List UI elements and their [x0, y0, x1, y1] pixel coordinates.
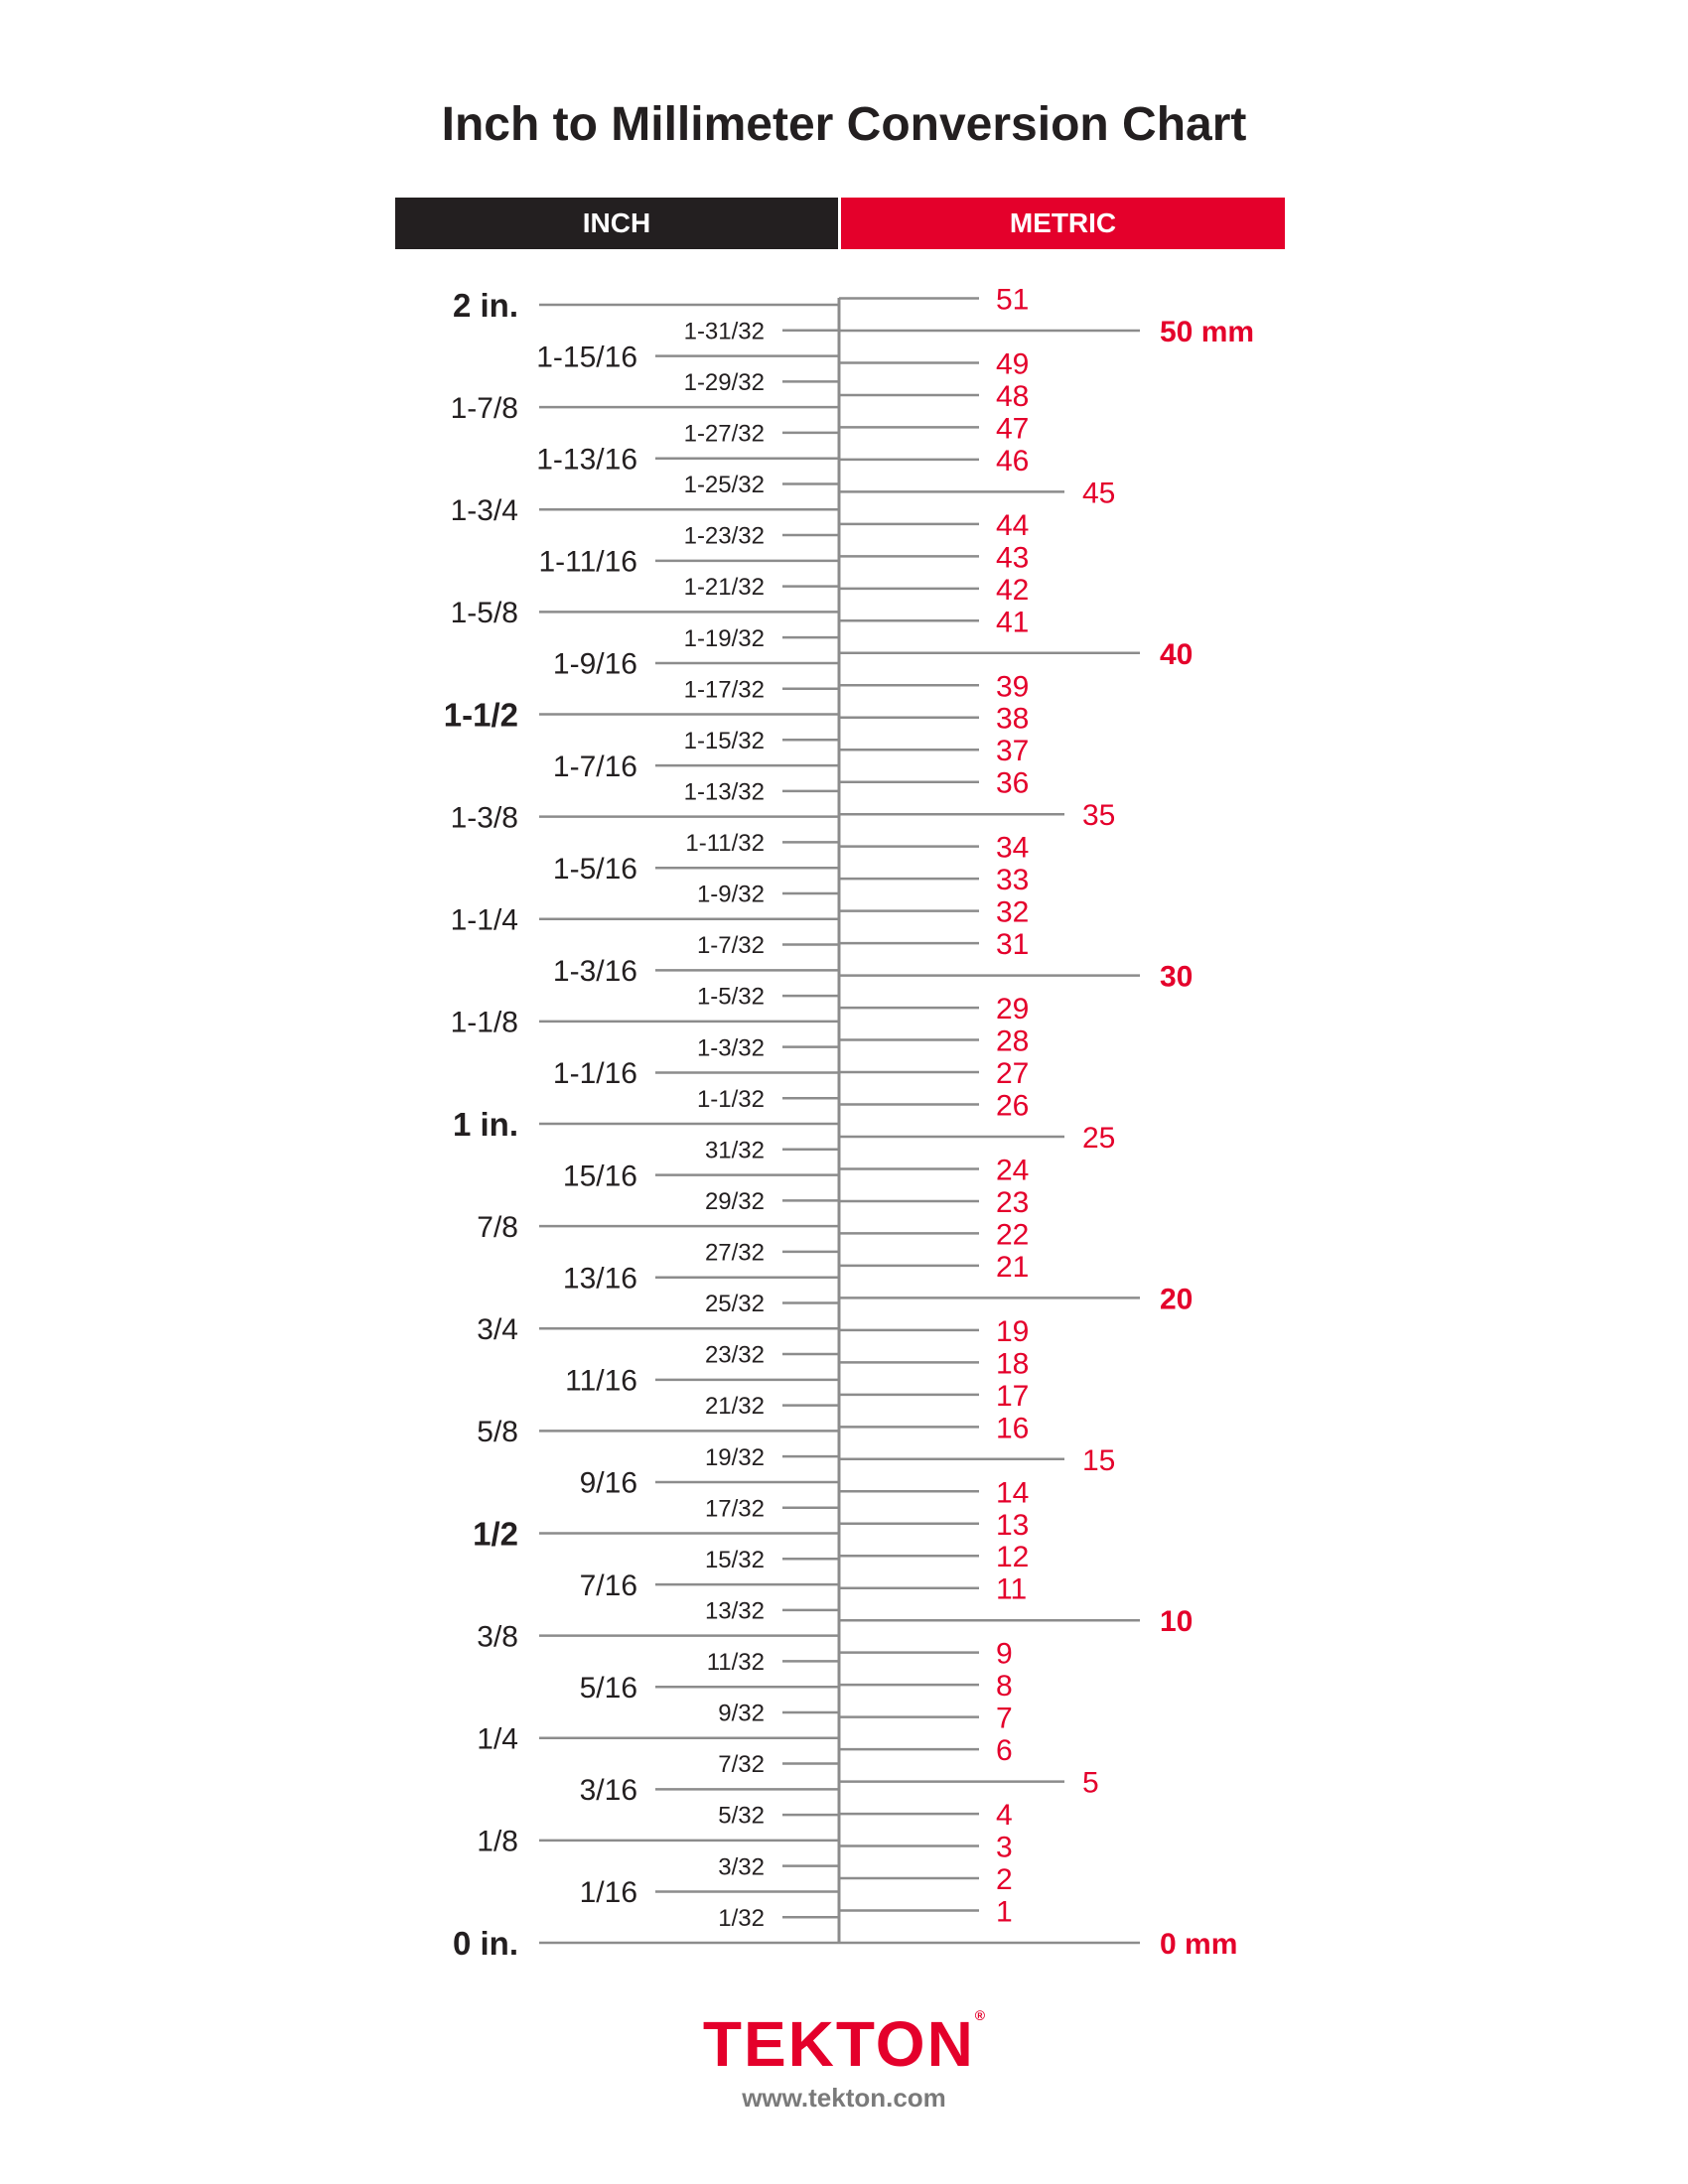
chart-title: Inch to Millimeter Conversion Chart: [441, 98, 1247, 151]
inch-label-62: 1/16: [579, 1876, 637, 1910]
website-url: www.tekton.com: [742, 2083, 946, 2113]
inch-label-40: 3/4: [477, 1313, 518, 1347]
inch-label-44: 5/8: [477, 1416, 518, 1449]
mm-label-0: 51: [996, 283, 1030, 317]
mm-label-30: 21: [996, 1250, 1030, 1284]
mm-label-47: 4: [996, 1799, 1013, 1833]
inch-label-34: 15/16: [562, 1160, 637, 1193]
inch-label-64: 0 in.: [452, 1924, 518, 1962]
logo-registered-mark: ®: [974, 2007, 986, 2023]
mm-label-36: 15: [1082, 1443, 1116, 1477]
inch-label-8: 1-3/4: [450, 494, 518, 528]
inch-label-21: 1-11/32: [685, 830, 765, 858]
inch-label-56: 1/4: [477, 1722, 518, 1756]
inch-label-1: 1-31/32: [683, 318, 765, 345]
inch-label-2: 1-15/16: [536, 341, 637, 374]
inch-label-6: 1-13/16: [536, 443, 637, 477]
mm-label-22: 29: [996, 993, 1030, 1026]
mm-label-26: 25: [1082, 1121, 1116, 1155]
mm-label-40: 11: [996, 1572, 1028, 1606]
mm-label-25: 26: [996, 1089, 1030, 1123]
inch-label-7: 1-25/32: [683, 472, 765, 499]
inch-label-18: 1-7/16: [552, 750, 637, 783]
inch-label-58: 3/16: [579, 1774, 637, 1808]
inch-label-19: 1-13/32: [683, 778, 765, 806]
inch-label-50: 7/16: [579, 1569, 637, 1602]
inch-label-48: 1/2: [473, 1515, 518, 1553]
inch-label-43: 21/32: [704, 1393, 765, 1421]
inch-label-16: 1-1/2: [443, 696, 518, 734]
inch-label-51: 13/32: [704, 1597, 765, 1625]
inch-label-12: 1-5/8: [450, 597, 518, 630]
mm-label-43: 8: [996, 1670, 1013, 1704]
inch-label-47: 17/32: [704, 1495, 765, 1523]
inch-label-17: 1-15/32: [683, 727, 765, 754]
inch-label-57: 7/32: [718, 1751, 765, 1779]
inch-label-45: 19/32: [704, 1443, 765, 1471]
mm-label-19: 32: [996, 895, 1030, 929]
inch-label-3: 1-29/32: [683, 368, 765, 396]
mm-label-15: 36: [996, 766, 1030, 800]
inch-label-42: 11/16: [565, 1364, 637, 1398]
mm-label-27: 24: [996, 1154, 1030, 1187]
inch-label-4: 1-7/8: [450, 391, 518, 425]
mm-label-38: 13: [996, 1508, 1030, 1542]
mm-label-6: 45: [1082, 477, 1116, 510]
mm-label-21: 30: [1160, 960, 1194, 994]
inch-label-36: 7/8: [477, 1210, 518, 1244]
inch-label-15: 1-17/32: [683, 676, 765, 704]
inch-label-63: 1/32: [718, 1904, 765, 1932]
inch-label-9: 1-23/32: [683, 522, 765, 550]
inch-label-59: 5/32: [718, 1802, 765, 1830]
inch-label-23: 1-9/32: [696, 881, 765, 908]
mm-label-14: 37: [996, 735, 1030, 768]
mm-label-9: 42: [996, 573, 1030, 607]
inch-label-0: 2 in.: [452, 286, 518, 324]
inch-label-28: 1-1/8: [450, 1006, 518, 1039]
inch-label-60: 1/8: [477, 1825, 518, 1858]
mm-label-5: 46: [996, 444, 1030, 478]
inch-label-32: 1 in.: [452, 1105, 518, 1143]
inch-label-33: 31/32: [704, 1137, 765, 1164]
inch-label-27: 1-5/32: [696, 983, 765, 1011]
mm-label-11: 40: [1160, 637, 1194, 671]
logo-text: TEKTON: [702, 2008, 975, 2080]
inch-label-25: 1-7/32: [696, 932, 765, 960]
mm-label-24: 27: [996, 1057, 1030, 1091]
mm-label-46: 5: [1082, 1766, 1099, 1800]
mm-label-49: 2: [996, 1863, 1013, 1897]
mm-label-29: 22: [996, 1218, 1030, 1252]
inch-label-20: 1-3/8: [450, 801, 518, 835]
mm-label-50: 1: [996, 1895, 1013, 1929]
inch-label-61: 3/32: [718, 1853, 765, 1881]
inch-label-10: 1-11/16: [538, 545, 637, 579]
inch-label-35: 29/32: [704, 1187, 765, 1215]
mm-label-12: 39: [996, 670, 1030, 704]
inch-label-55: 9/32: [718, 1700, 765, 1727]
inch-label-49: 15/32: [704, 1546, 765, 1573]
inch-label-41: 23/32: [704, 1341, 765, 1369]
mm-label-44: 7: [996, 1702, 1013, 1735]
mm-label-51: 0 mm: [1160, 1928, 1238, 1961]
inch-label-54: 5/16: [579, 1671, 637, 1705]
mm-label-3: 48: [996, 379, 1030, 413]
mm-label-37: 14: [996, 1476, 1030, 1510]
mm-label-48: 3: [996, 1831, 1013, 1864]
mm-label-31: 20: [1160, 1283, 1194, 1316]
inch-label-37: 27/32: [704, 1239, 765, 1267]
inch-label-52: 3/8: [477, 1620, 518, 1654]
inch-label-5: 1-27/32: [683, 420, 765, 448]
inch-label-11: 1-21/32: [683, 574, 765, 602]
inch-label-39: 25/32: [704, 1291, 765, 1318]
mm-label-2: 49: [996, 347, 1030, 381]
inch-label-22: 1-5/16: [552, 852, 637, 886]
mm-label-35: 16: [996, 1412, 1030, 1445]
mm-label-28: 23: [996, 1185, 1030, 1219]
mm-label-45: 6: [996, 1734, 1013, 1768]
inch-header: INCH: [395, 198, 838, 249]
inch-label-29: 1-3/32: [696, 1034, 765, 1062]
mm-label-17: 34: [996, 831, 1030, 865]
inch-label-46: 9/16: [579, 1466, 637, 1500]
inch-label-24: 1-1/4: [450, 903, 518, 937]
mm-label-42: 9: [996, 1637, 1013, 1671]
tekton-logo: [0, 2007, 1688, 2081]
inch-label-13: 1-19/32: [683, 624, 765, 652]
mm-label-34: 17: [996, 1379, 1030, 1413]
mm-label-1: 50 mm: [1160, 315, 1255, 348]
inch-label-30: 1-1/16: [552, 1057, 637, 1091]
mm-label-16: 35: [1082, 799, 1116, 833]
mm-label-20: 31: [996, 928, 1030, 962]
mm-label-10: 41: [996, 606, 1030, 639]
inch-label-38: 13/16: [562, 1262, 637, 1296]
mm-label-4: 47: [996, 412, 1030, 446]
mm-label-33: 18: [996, 1347, 1030, 1381]
mm-label-8: 43: [996, 541, 1030, 575]
mm-label-41: 10: [1160, 1605, 1194, 1639]
mm-label-32: 19: [996, 1314, 1030, 1348]
mm-label-13: 38: [996, 702, 1030, 736]
inch-label-26: 1-3/16: [552, 955, 637, 989]
inch-label-53: 11/32: [706, 1649, 765, 1677]
mm-label-7: 44: [996, 508, 1030, 542]
inch-label-31: 1-1/32: [696, 1085, 765, 1113]
mm-label-18: 33: [996, 864, 1030, 897]
metric-header: METRIC: [841, 198, 1285, 249]
inch-label-14: 1-9/16: [552, 647, 637, 681]
mm-label-23: 28: [996, 1024, 1030, 1058]
mm-label-39: 12: [996, 1541, 1030, 1574]
